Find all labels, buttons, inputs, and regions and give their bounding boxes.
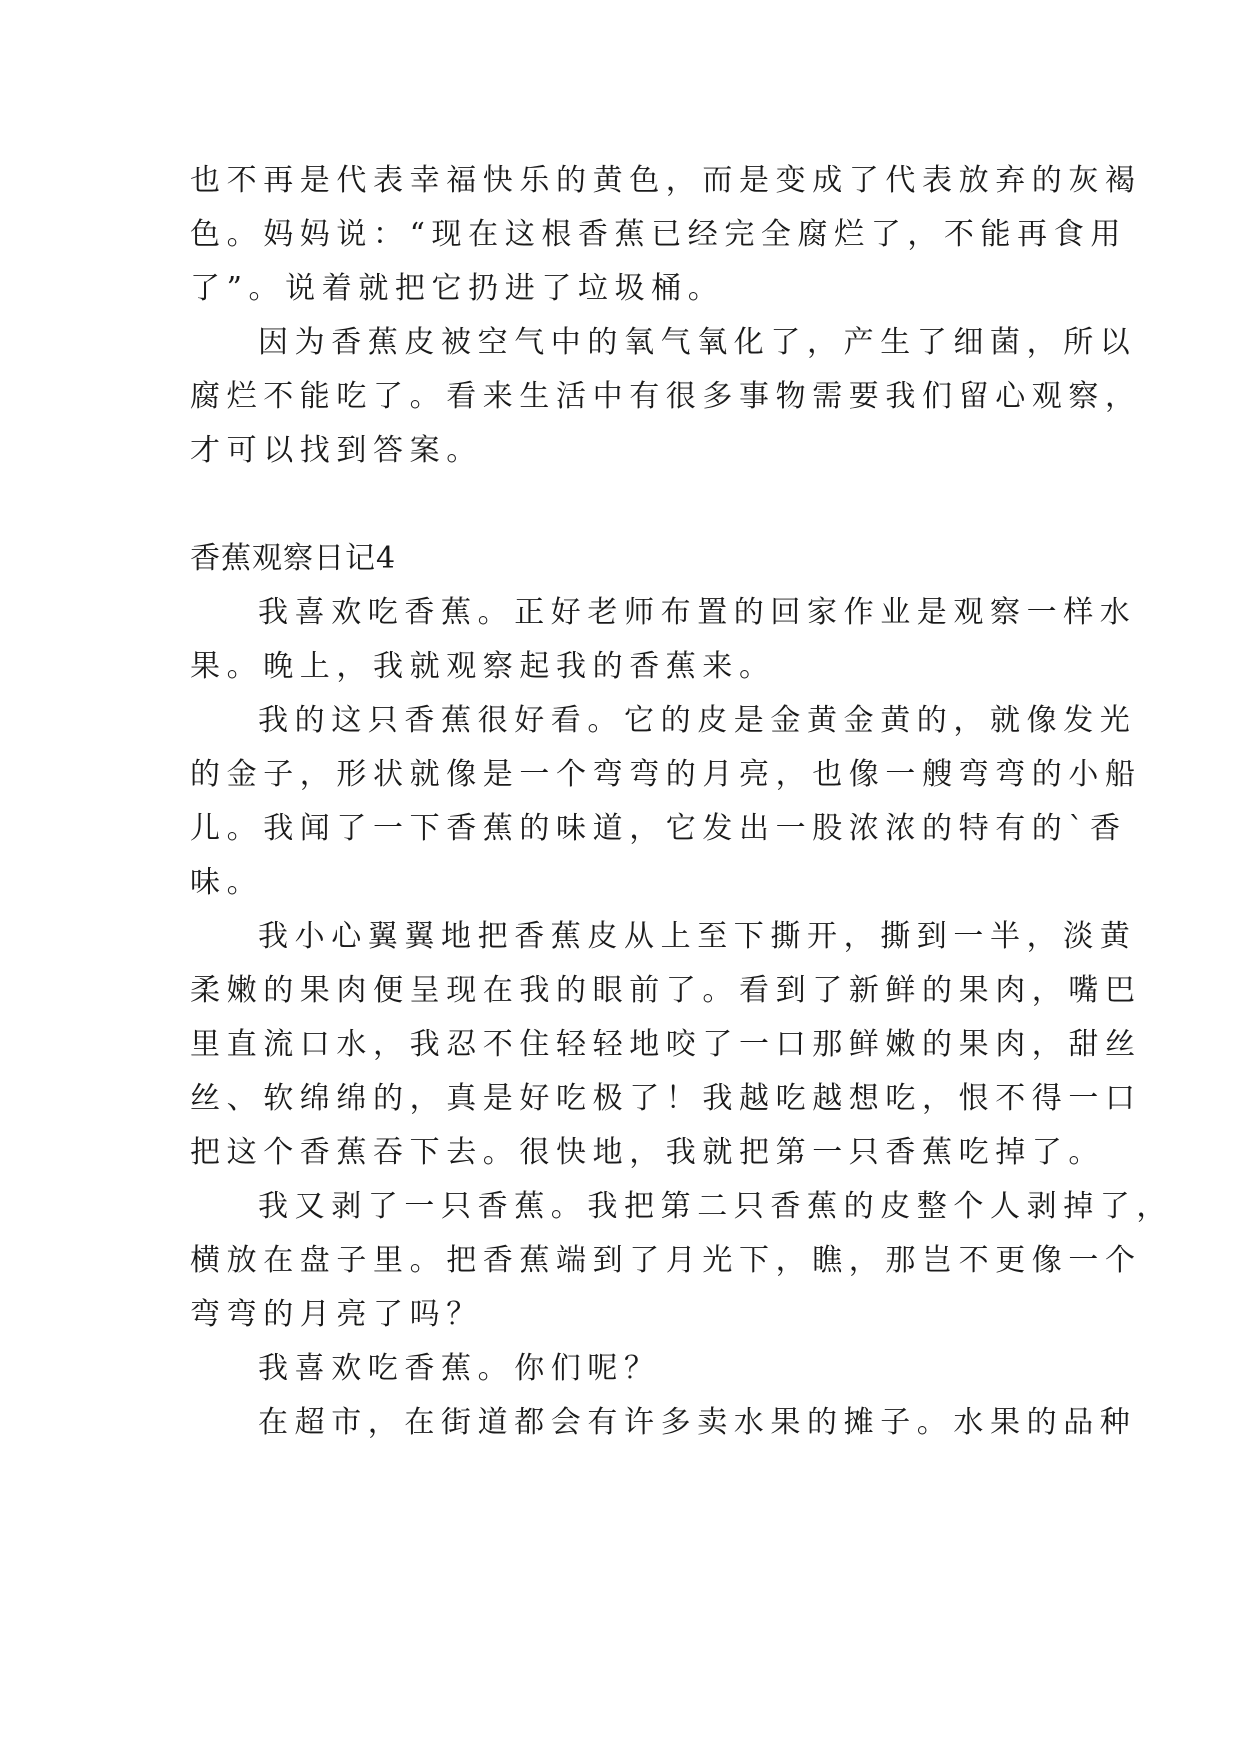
paragraph-start-line: 我喜欢吃香蕉。你们呢？ xyxy=(258,1351,661,1386)
text-line: 味。 xyxy=(190,865,264,900)
paragraph-start-line: 我又剥了一只香蕉。我把第二只香蕉的皮整个人剥掉了， xyxy=(258,1189,1173,1224)
text-line: 了”。说着就把它扔进了垃圾桶。 xyxy=(190,271,725,306)
text-line: 里直流口水，我忍不住轻轻地咬了一口那鲜嫩的果肉，甜丝 xyxy=(190,1027,1142,1062)
text-line: 把这个香蕉吞下去。很快地，我就把第一只香蕉吃掉了。 xyxy=(190,1135,1105,1170)
text-line: 果。晚上，我就观察起我的香蕉来。 xyxy=(190,649,776,684)
paragraph-start-line: 我小心翼翼地把香蕉皮从上至下撕开，撕到一半，淡黄 xyxy=(258,919,1137,954)
section-title: 香蕉观察日记4 xyxy=(190,541,397,576)
text-line: 色。妈妈说：“现在这根香蕉已经完全腐烂了，不能再食用 xyxy=(190,217,1127,252)
text-line: 腐烂不能吃了。看来生活中有很多事物需要我们留心观察， xyxy=(190,379,1142,414)
text-line: 才可以找到答案。 xyxy=(190,433,483,468)
text-line: 丝、软绵绵的，真是好吃极了！我越吃越想吃，恨不得一口 xyxy=(190,1081,1142,1116)
paragraph-start-line: 在超市，在街道都会有许多卖水果的摊子。水果的品种 xyxy=(258,1405,1137,1440)
paragraph-start-line: 我喜欢吃香蕉。正好老师布置的回家作业是观察一样水 xyxy=(258,595,1137,630)
text-line: 柔嫩的果肉便呈现在我的眼前了。看到了新鲜的果肉，嘴巴 xyxy=(190,973,1142,1008)
paragraph-start-line: 我的这只香蕉很好看。它的皮是金黄金黄的，就像发光 xyxy=(258,703,1137,738)
text-line: 弯弯的月亮了吗？ xyxy=(190,1297,483,1332)
text-line: 横放在盘子里。把香蕉端到了月光下，瞧，那岂不更像一个 xyxy=(190,1243,1142,1278)
text-line: 也不再是代表幸福快乐的黄色，而是变成了代表放弃的灰褐 xyxy=(190,163,1142,198)
text-line: 的金子，形状就像是一个弯弯的月亮，也像一艘弯弯的小船 xyxy=(190,757,1142,792)
paragraph-start-line: 因为香蕉皮被空气中的氧气氧化了，产生了细菌，所以 xyxy=(258,325,1137,360)
text-line: 儿。我闻了一下香蕉的味道，它发出一股浓浓的特有的`香 xyxy=(190,811,1127,846)
